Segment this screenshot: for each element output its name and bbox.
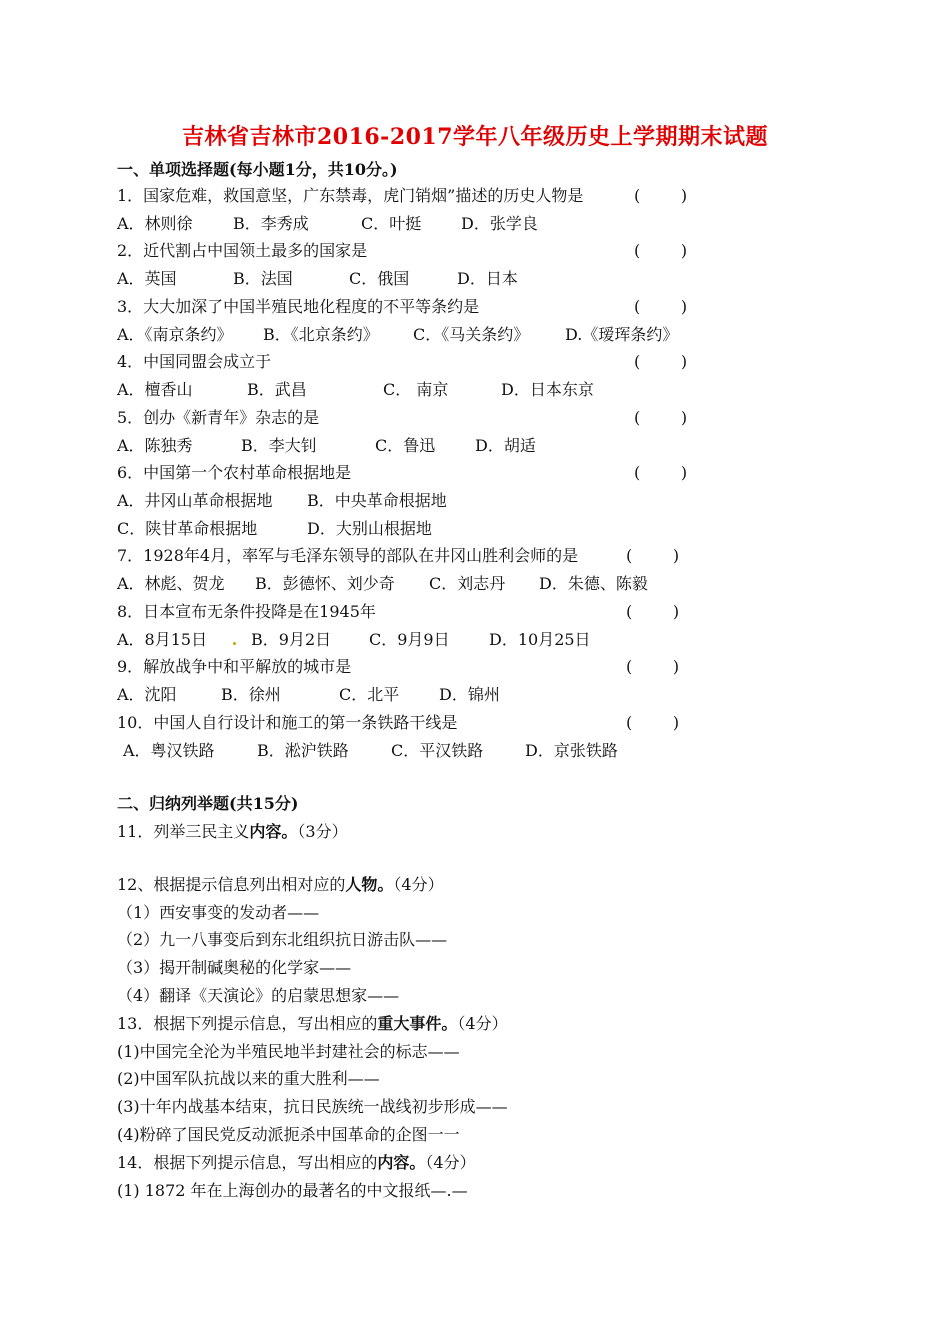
options-6a — [117, 491, 447, 511]
options-10 — [123, 741, 618, 761]
option: B．9月2日 — [251, 630, 332, 649]
options-4 — [117, 380, 594, 400]
option: A．陈独秀 — [117, 436, 193, 455]
option: D．日本东京 — [501, 380, 594, 399]
question-11 — [117, 822, 348, 842]
question-points: （4分） — [457, 1014, 508, 1033]
answer-paren-10: ( ) — [626, 713, 680, 732]
option: B．法国 — [233, 269, 293, 288]
option: A．8月15日 — [117, 630, 208, 649]
section1-heading: 一、单项选择题(每小题1分，共10分。) — [117, 160, 398, 179]
option: C．陕甘革命根据地 — [117, 519, 258, 538]
option: A．林则徐 — [117, 214, 193, 233]
question-keyword: 内容。 — [249, 822, 298, 841]
options-1 — [117, 214, 538, 234]
question-keyword: 重大事件。 — [377, 1014, 458, 1033]
option: C．平汉铁路 — [391, 741, 484, 760]
options-8 — [117, 630, 591, 650]
option: B．李秀成 — [233, 214, 309, 233]
option: A．沈阳 — [117, 685, 177, 704]
answer-paren-1: ( ) — [634, 186, 688, 205]
q13-item-2: (2)中国军队抗战以来的重大胜利—— — [117, 1069, 380, 1088]
option: B．李大钊 — [241, 436, 317, 455]
question-text: 11．列举三民主义 — [117, 822, 250, 841]
option: A．井冈山革命根据地 — [117, 491, 273, 510]
option: A．英国 — [117, 269, 177, 288]
options-3 — [117, 325, 678, 345]
option: A．檀香山 — [117, 380, 193, 399]
question-1: 1．国家危难，救国意坚，广东禁毒，虎门销烟”描述的历史人物是 — [117, 186, 584, 205]
option: D．日本 — [457, 269, 518, 288]
answer-paren-9: ( ) — [626, 657, 680, 676]
answer-paren-4: ( ) — [634, 352, 688, 371]
question-2: 2．近代割占中国领土最多的国家是 — [117, 241, 368, 260]
question-text: 14．根据下列提示信息，写出相应的 — [117, 1153, 378, 1172]
option: C．鲁迅 — [375, 436, 436, 455]
question-8: 8．日本宣布无条件投降是在1945年 — [117, 602, 376, 621]
question-12 — [117, 875, 444, 895]
answer-paren-8: ( ) — [626, 602, 680, 621]
q12-item-2: （2）九一八事变后到东北组织抗日游击队—— — [117, 930, 448, 949]
question-points: （4分） — [393, 875, 444, 894]
question-points: （4分） — [425, 1153, 476, 1172]
options-6b — [117, 519, 432, 539]
question-keyword: 人物。 — [345, 875, 394, 894]
option: C．俄国 — [349, 269, 410, 288]
question-5: 5．创办《新青年》杂志的是 — [117, 408, 320, 427]
option: D.《瑷珲条约》 — [565, 325, 679, 344]
question-4: 4．中国同盟会成立于 — [117, 352, 272, 371]
q14-item-1: (1) 1872 年在上海创办的最著名的中文报纸—.— — [117, 1181, 468, 1200]
options-7 — [117, 574, 648, 594]
option: A．《南京条约》 — [117, 325, 233, 344]
q12-item-3: （3）揭开制碱奥秘的化学家—— — [117, 958, 352, 977]
answer-paren-7: ( ) — [626, 546, 680, 565]
question-points: （3分） — [297, 822, 348, 841]
option: B．彭德怀、刘少奇 — [255, 574, 395, 593]
answer-paren-5: ( ) — [634, 408, 688, 427]
option: D．胡适 — [475, 436, 536, 455]
options-9 — [117, 685, 500, 705]
option: C．9月9日 — [369, 630, 450, 649]
option: C． 南京 — [383, 380, 449, 399]
q13-item-3: (3)十年内战基本结束，抗日民族统一战线初步形成—— — [117, 1097, 508, 1116]
question-text: 12、根据提示信息列出相对应的 — [117, 875, 346, 894]
option: D．张学良 — [461, 214, 538, 233]
option: D．锦州 — [439, 685, 500, 704]
answer-paren-6: ( ) — [634, 463, 688, 482]
q13-item-1: (1)中国完全沦为半殖民地半封建社会的标志—— — [117, 1042, 460, 1061]
question-keyword: 内容。 — [377, 1153, 426, 1172]
options-2 — [117, 269, 518, 289]
option: B．淞沪铁路 — [257, 741, 349, 760]
option: A．粤汉铁路 — [123, 741, 215, 760]
option: D．大别山根据地 — [307, 519, 432, 538]
question-3: 3．大大加深了中国半殖民地化程度的不平等条约是 — [117, 297, 480, 316]
option: A．林彪、贺龙 — [117, 574, 225, 593]
option: B．《北京条约》 — [263, 325, 379, 344]
option: C．北平 — [339, 685, 400, 704]
option: C．叶挺 — [361, 214, 422, 233]
question-text: 13．根据下列提示信息，写出相应的 — [117, 1014, 378, 1033]
answer-paren-2: ( ) — [634, 241, 688, 260]
option: D．朱德、陈毅 — [539, 574, 648, 593]
question-14 — [117, 1153, 476, 1173]
question-7: 7．1928年4月，率军与毛泽东领导的部队在井冈山胜利会师的是 — [117, 546, 579, 565]
options-5 — [117, 436, 536, 456]
question-6: 6．中国第一个农村革命根据地是 — [117, 463, 352, 482]
question-10: 10．中国人自行设计和施工的第一条铁路干线是 — [117, 713, 458, 732]
ink-speck — [233, 642, 236, 645]
section2-heading: 二、归纳列举题(共15分) — [117, 794, 299, 813]
exam-title: 吉林省吉林市2016-2017学年八年级历史上学期期末试题 — [181, 124, 769, 150]
q12-item-1: （1）西安事变的发动者—— — [117, 903, 320, 922]
option: B．武昌 — [247, 380, 307, 399]
option: D．京张铁路 — [525, 741, 618, 760]
answer-paren-3: ( ) — [634, 297, 688, 316]
question-9: 9．解放战争中和平解放的城市是 — [117, 657, 352, 676]
question-13 — [117, 1014, 508, 1034]
q12-item-4: （4）翻译《天演论》的启蒙思想家—— — [117, 986, 400, 1005]
option: B．徐州 — [221, 685, 281, 704]
q13-item-4: (4)粉碎了国民党反动派扼杀中国革命的企图一一 — [117, 1125, 460, 1144]
option: B．中央革命根据地 — [307, 491, 447, 510]
option: D．10月25日 — [489, 630, 591, 649]
option: C．刘志丹 — [429, 574, 506, 593]
option: C．《马关条约》 — [413, 325, 530, 344]
